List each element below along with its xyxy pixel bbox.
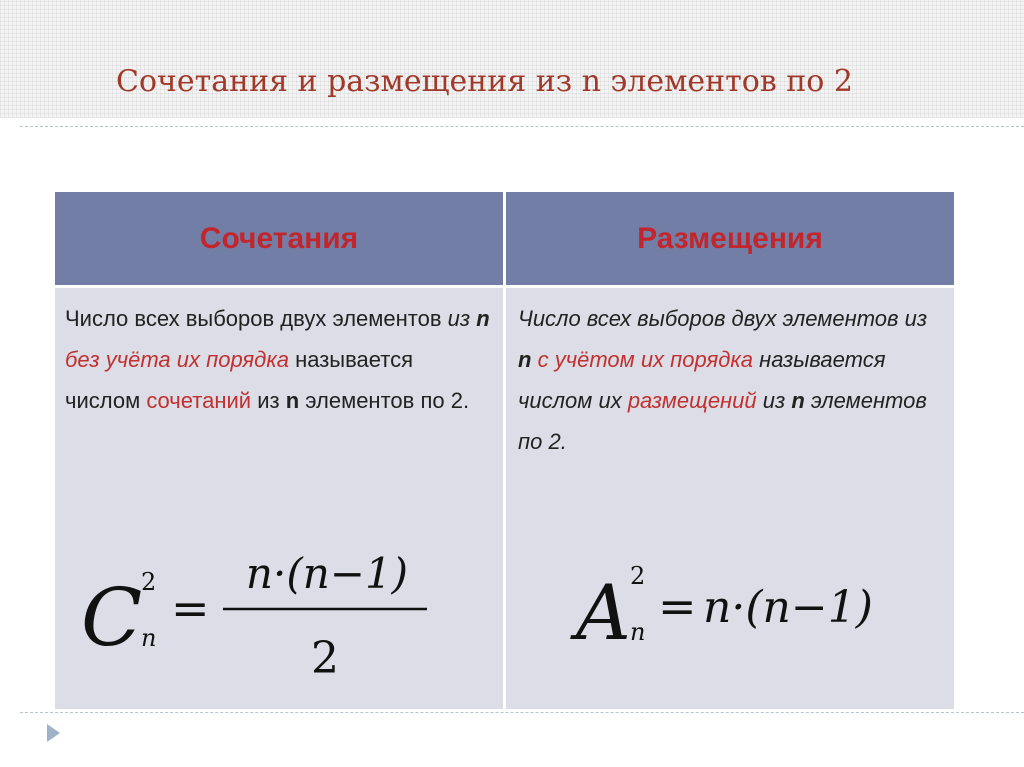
formula-c-subscript: n bbox=[141, 624, 157, 652]
formula-a-subscript: n bbox=[630, 618, 646, 646]
combinations-formula bbox=[55, 288, 503, 709]
arrangements-formula bbox=[506, 288, 954, 709]
comparison-table bbox=[55, 192, 954, 709]
title-divider bbox=[20, 126, 1024, 127]
formula-c-denominator: 2 bbox=[311, 633, 339, 684]
play-arrow-icon bbox=[47, 724, 60, 742]
formula-c-equals: = bbox=[171, 581, 210, 635]
highlight-with-order: с учётом их порядка bbox=[537, 347, 754, 372]
cell-arrangements bbox=[506, 288, 954, 709]
header-combinations: Сочетания bbox=[55, 192, 503, 285]
formula-c-symbol: C bbox=[81, 571, 143, 664]
highlight-combinations: сочетаний bbox=[146, 388, 252, 413]
header-arrangements: Размещения bbox=[506, 192, 954, 285]
cell-combinations bbox=[55, 288, 503, 709]
formula-c-numerator: n·(n−1) bbox=[245, 549, 409, 598]
arrangements-definition: Число всех выборов двух элементов из n с учётом их порядка называется числом их размещений из n элементов по 2. bbox=[518, 306, 928, 454]
formula-a-superscript: 2 bbox=[630, 562, 646, 590]
footer-divider bbox=[20, 712, 1024, 713]
title-band bbox=[0, 0, 1024, 118]
slide-title: Сочетания и размещения из n элементов по 2 bbox=[116, 64, 853, 99]
formula-a-symbol: A bbox=[576, 568, 631, 657]
formula-a-equals: = bbox=[658, 579, 697, 633]
highlight-without-order: без учёта их порядка bbox=[65, 347, 289, 372]
formula-a-expression: n·(n−1) bbox=[703, 582, 873, 633]
combinations-definition: Число всех выборов двух элементов из n без учёта их порядка называется числом сочетаний из n элементов по 2. bbox=[65, 306, 490, 413]
formula-c-superscript: 2 bbox=[141, 568, 157, 596]
highlight-arrangements: размещений bbox=[627, 388, 757, 413]
